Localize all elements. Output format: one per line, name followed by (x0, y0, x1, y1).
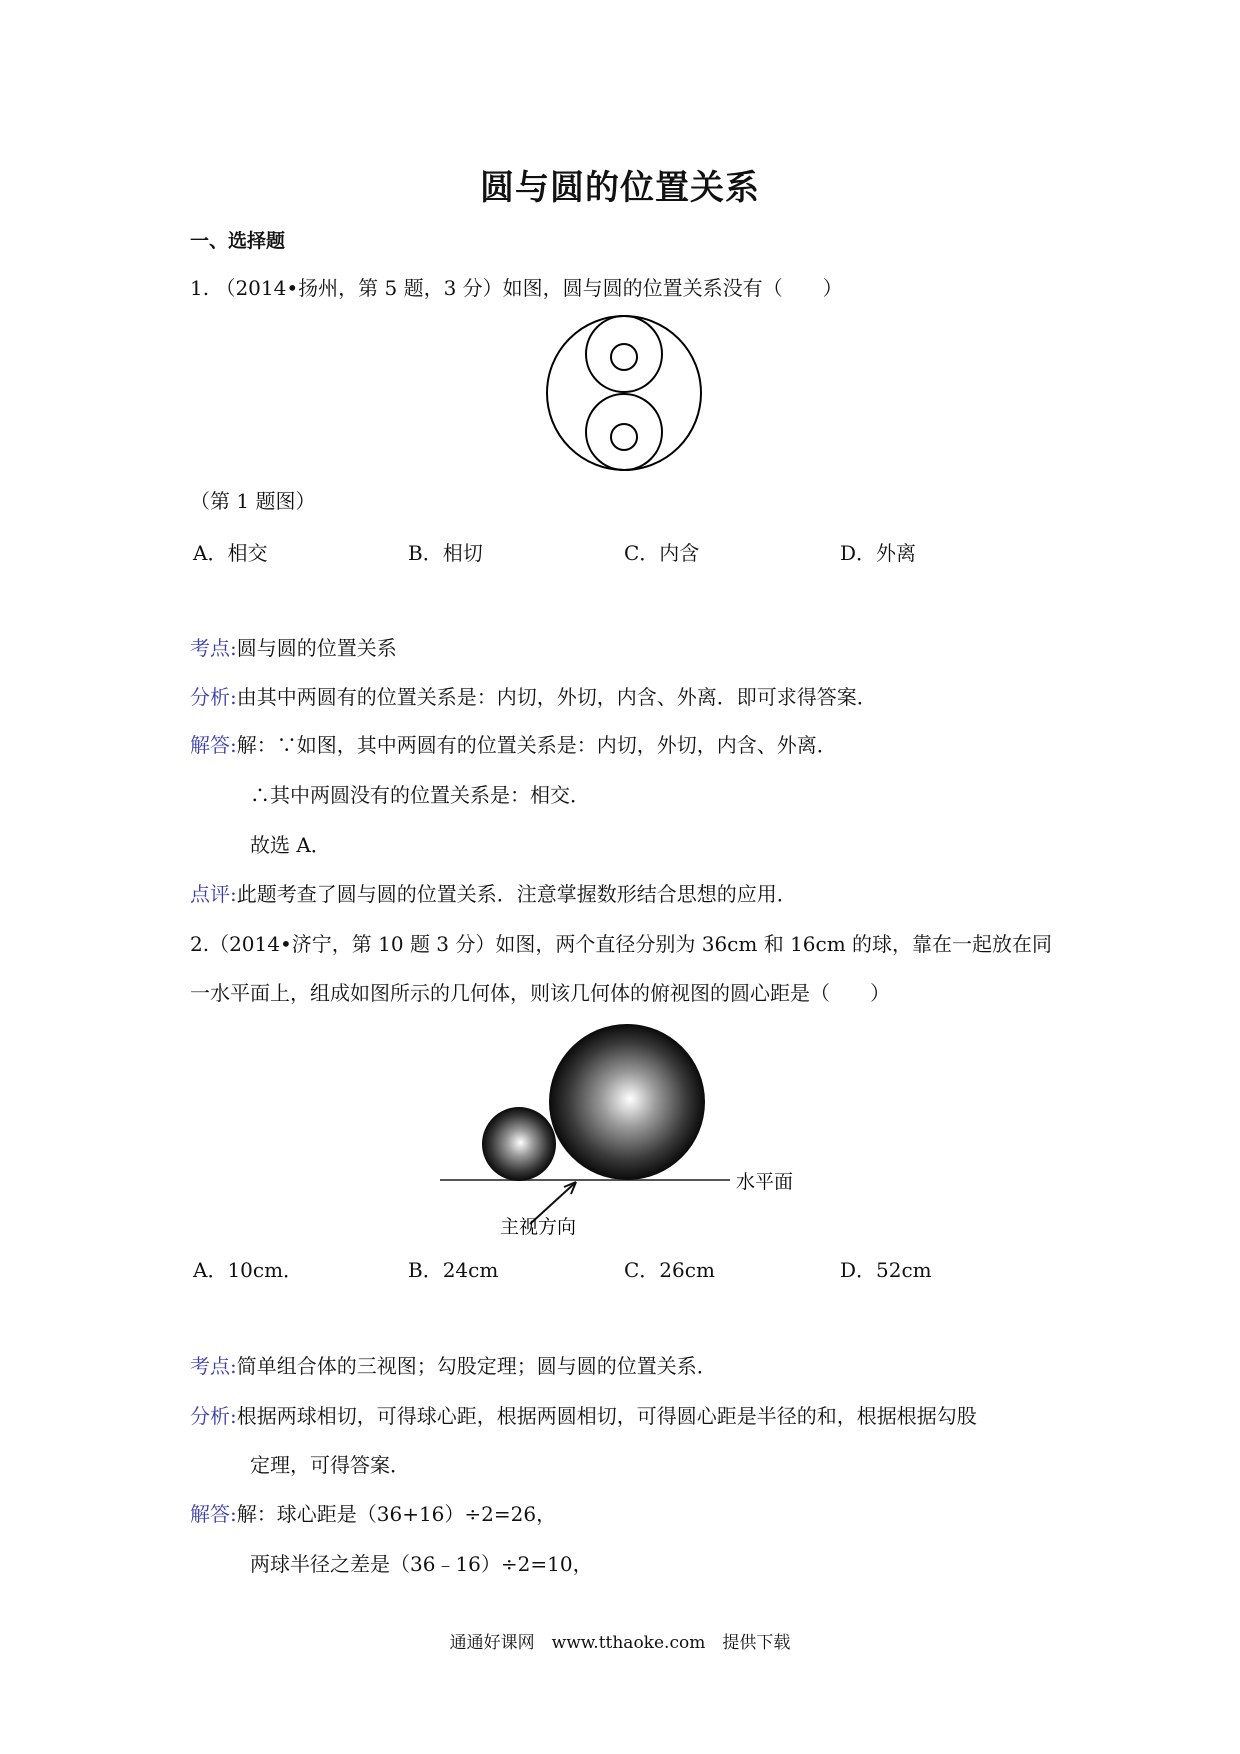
q1-fenxi-tag: 分析: (190, 685, 237, 709)
q2-fenxi (190, 1402, 977, 1430)
plane-label: 水平面 (736, 1171, 794, 1193)
q2-option-a: A．10cm． (193, 1258, 304, 1282)
q1-dianping-text: 此题考查了圆与圆的位置关系．注意掌握数形结合思想的应用． (236, 882, 797, 906)
q1-kaodian (190, 634, 397, 662)
q2-fenxi-tag: 分析: (190, 1404, 237, 1428)
q2-stem-line-2: 一水平面上，组成如图所示的几何体，则该几何体的俯视图的圆心距是（ ） (190, 981, 890, 1005)
q2-jieda (190, 1500, 556, 1528)
q2-jieda-tag: 解答: (190, 1502, 237, 1526)
q2-fenxi-line-1: 根据两球相切，可得球心距，根据两圆相切，可得圆心距是半径的和，根据根据勾股 (236, 1404, 977, 1428)
q1-upper-small-circle (611, 344, 637, 370)
q1-jieda-line-3: 故选 A． (250, 833, 331, 857)
page-title: 圆与圆的位置关系 (480, 168, 760, 208)
q2-kaodian (190, 1352, 717, 1380)
q1-jieda-line-1: 解：∵如图，其中两圆有的位置关系是：内切，外切，内含、外离． (236, 733, 837, 757)
q2-option-d: D．52cm (840, 1258, 932, 1282)
q2-fenxi-line-2: 定理，可得答案． (250, 1453, 410, 1477)
q1-jieda-tag: 解答: (190, 733, 237, 757)
large-ball (549, 1024, 705, 1180)
q1-kaodian-tag: 考点: (190, 636, 237, 660)
q1-dianping-tag: 点评: (190, 882, 237, 906)
q1-dianping (190, 880, 797, 908)
q1-option-c: C．内含 (624, 541, 700, 565)
q1-lower-small-circle (611, 424, 637, 450)
q1-option-d: D．外离 (840, 541, 917, 565)
q1-option-b: B．相切 (408, 541, 483, 565)
q1-figure (540, 310, 710, 476)
q1-kaodian-text: 圆与圆的位置关系 (236, 636, 397, 660)
q2-jieda-line-2: 两球半径之差是（36﹣16）÷2=10， (250, 1552, 593, 1576)
section-heading: 一、选择题 (190, 230, 286, 252)
q2-stem-line-1: 2.（2014•济宁，第 10 题 3 分）如图，两个直径分别为 36cm 和 16cm 的球，靠在一起放在同 (190, 932, 1053, 956)
q1-option-a: A．相交 (193, 541, 268, 565)
q1-fenxi-text: 由其中两圆有的位置关系是：内切，外切，内含、外离．即可求得答案． (236, 685, 877, 709)
q2-jieda-line-1: 解：球心距是（36+16）÷2=26， (236, 1502, 557, 1526)
q1-stem: 1. （2014•扬州，第 5 题，3 分）如图，圆与圆的位置关系没有（ ） (190, 276, 843, 300)
q1-fenxi (190, 683, 877, 711)
q2-kaodian-text: 简单组合体的三视图；勾股定理；圆与圆的位置关系． (236, 1354, 717, 1378)
q1-jieda-line-2: ∴其中两圆没有的位置关系是：相交． (250, 783, 590, 807)
q1-jieda (190, 731, 837, 759)
small-ball (482, 1107, 556, 1181)
q2-figure (430, 1022, 830, 1237)
q2-kaodian-tag: 考点: (190, 1354, 237, 1378)
q2-option-b: B．24cm (408, 1258, 499, 1282)
q1-lower-circle (586, 394, 662, 470)
q2-option-c: C．26cm (624, 1258, 715, 1282)
q1-caption: （第 1 题图） (190, 489, 316, 513)
page-footer: 通通好课网 www.tthaoke.com 提供下载 (449, 1633, 791, 1653)
q1-upper-circle (586, 316, 662, 392)
view-direction-label: 主视方向 (500, 1216, 577, 1237)
